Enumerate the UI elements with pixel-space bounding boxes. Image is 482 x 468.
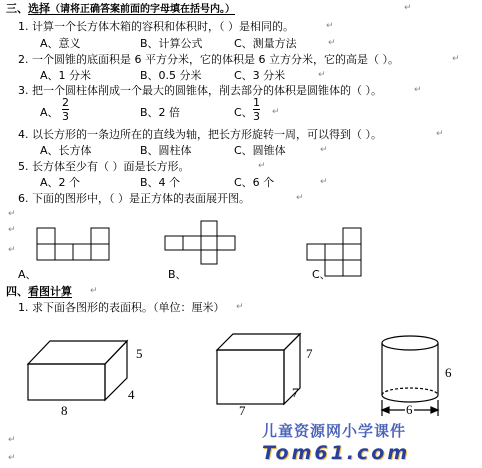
q3-c-numerator: 1 xyxy=(253,96,260,109)
paragraph-mark: ↵ xyxy=(414,85,422,95)
question-6: 6. 下面的图形中，（ ）是正方体的表面展开图。 xyxy=(18,192,250,205)
q1-option-a: A、意义 xyxy=(40,37,81,50)
paragraph-mark: ↵ xyxy=(8,245,16,255)
q4-option-a: A、长方体 xyxy=(40,144,92,157)
cuboid-drawing xyxy=(28,341,127,400)
paragraph-mark: ↵ xyxy=(8,435,16,445)
cuboid-height-label: 5 xyxy=(136,346,143,361)
q2-option-b: B、0.5 分米 xyxy=(140,69,202,82)
watermark-text: 儿童资源网小学课件 xyxy=(262,422,407,440)
q2-option-a: A、1 分米 xyxy=(40,69,92,82)
net-c-label: C、 xyxy=(312,268,331,281)
net-b-label: B、 xyxy=(168,268,187,281)
paragraph-mark: ↵ xyxy=(258,161,266,171)
net-a-label: A、 xyxy=(18,268,37,281)
q3-a-denominator: 3 xyxy=(62,110,69,123)
paragraph-mark: ↵ xyxy=(452,54,460,64)
paragraph-mark: ↵ xyxy=(328,38,336,48)
q5-option-b: B、4 个 xyxy=(140,176,181,189)
paragraph-mark: ↵ xyxy=(320,177,328,187)
paragraph-mark: ↵ xyxy=(296,193,304,203)
cylinder-drawing xyxy=(382,336,438,402)
paragraph-mark: ↵ xyxy=(90,286,98,296)
paragraph-mark: ↵ xyxy=(318,70,326,80)
q3-a-numerator: 2 xyxy=(62,96,69,109)
paragraph-mark: ↵ xyxy=(8,209,16,219)
section-4-question-1: 1. 求下面各图形的表面积。（单位：厘米） xyxy=(18,301,225,314)
question-2: 2. 一个圆锥的底面积是 6 平方分米，它的体积是 6 立方分米，它的高是（ ）。 xyxy=(18,53,399,66)
cube-front-label: 7 xyxy=(239,403,246,418)
watermark-logo: Tom61.com xyxy=(262,442,411,464)
q3-option-b: B、2 倍 xyxy=(140,106,181,119)
q4-option-c: C、圆锥体 xyxy=(234,144,286,157)
paragraph-mark: ↵ xyxy=(272,107,280,117)
paragraph-mark: ↵ xyxy=(236,302,244,312)
question-1: 1. 计算一个长方体木箱的容积和体积时，（ ）是相同的。 xyxy=(18,20,294,33)
paragraph-mark: ↵ xyxy=(436,129,444,139)
cube-depth-label: 7 xyxy=(292,385,299,400)
cuboid-length-label: 8 xyxy=(61,403,68,418)
question-4: 4. 以长方形的一条边所在的直线为轴，把长方形旋转一周，可以得到（ ）。 xyxy=(18,128,382,141)
paragraph-mark: ↵ xyxy=(8,225,16,235)
paragraph-mark: ↵ xyxy=(326,21,334,31)
question-3: 3. 把一个圆柱体削成一个最大的圆锥体，削去部分的体积是圆锥体的（ ）。 xyxy=(18,84,382,97)
section-3-heading: 三、选择（请将正确答案前面的字母填在括号内。） xyxy=(6,2,235,15)
cylinder-diameter-label: 6 xyxy=(406,402,413,417)
paragraph-mark: ↵ xyxy=(320,145,328,155)
q4-option-b: B、圆柱体 xyxy=(140,144,192,157)
cylinder-height-label: 6 xyxy=(445,365,452,380)
q5-option-c: C、6 个 xyxy=(234,176,275,189)
q3-c-denominator: 3 xyxy=(253,110,260,123)
cube-drawing xyxy=(217,334,300,404)
paragraph-mark: ↵ xyxy=(8,453,16,463)
q2-option-c: C、3 分米 xyxy=(234,69,286,82)
q5-option-a: A、2 个 xyxy=(40,176,81,189)
cuboid-width-label: 4 xyxy=(128,387,135,402)
cube-side-label: 7 xyxy=(306,346,313,361)
q1-option-c: C、测量方法 xyxy=(234,37,297,50)
question-5: 5. 长方体至少有（ ）面是长方形。 xyxy=(18,160,190,173)
q3-option-c-label: C、 xyxy=(234,106,253,119)
section-4-heading: 四、看图计算 xyxy=(6,285,72,298)
paragraph-mark: ↵ xyxy=(404,3,412,13)
q1-option-b: B、计算公式 xyxy=(140,37,203,50)
q3-option-a-label: A、 xyxy=(40,106,59,119)
